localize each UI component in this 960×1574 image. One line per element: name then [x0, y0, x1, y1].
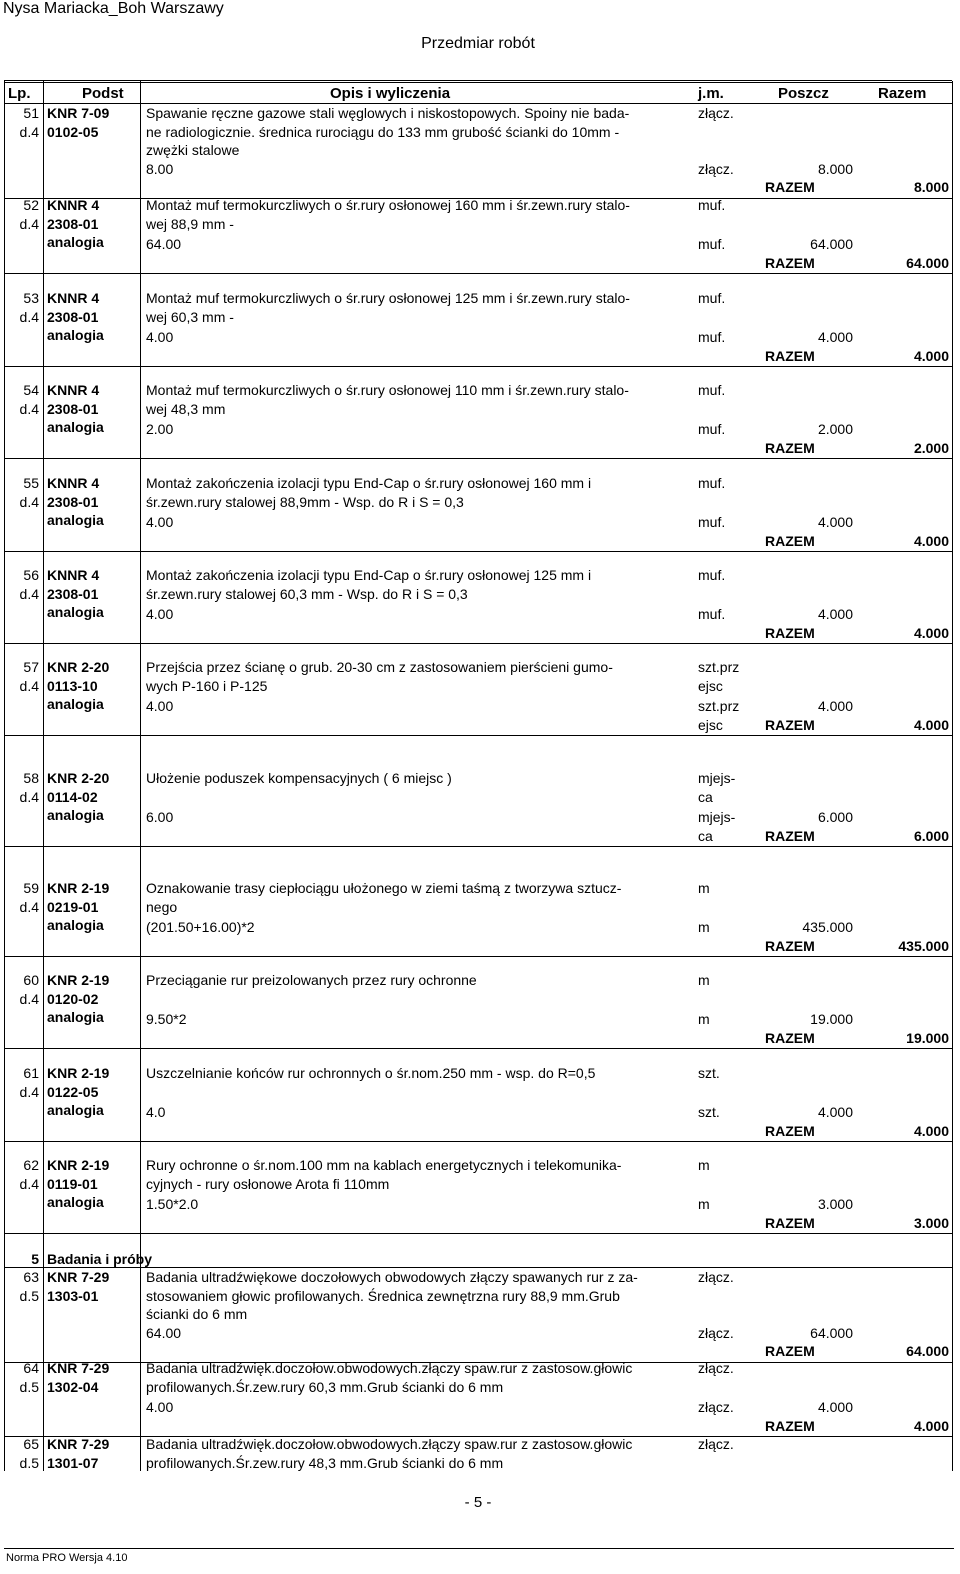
item-unit: muf.: [698, 197, 726, 213]
item-description-line: cyjnych - rury osłonowe Arota fi 110mm: [146, 1175, 390, 1192]
item-podst-line: 2308-01: [47, 400, 99, 417]
item-razem-value: 19.000: [906, 1029, 949, 1046]
item-unit: szt.prz: [698, 659, 740, 675]
item-podst-line: KNR 2-19: [47, 880, 110, 896]
item-podst-line: 2308-01: [47, 308, 99, 325]
item-lp-chapter: d.4: [19, 788, 39, 805]
item-quantity: 4.000: [817, 1399, 853, 1415]
item-podst-line: KNR 2-19: [47, 972, 110, 988]
item-unit: ca: [698, 788, 713, 805]
item-unit: złącz.: [698, 1269, 734, 1285]
item-razem-value: 2.000: [913, 439, 949, 456]
col-header-jm: j.m.: [698, 85, 724, 102]
item-description-line: nego: [146, 898, 178, 915]
item-razem-label: RAZEM: [765, 179, 815, 195]
item-podst-line: 0113-10: [47, 677, 98, 694]
item-razem-label: RAZEM: [765, 347, 815, 364]
item-calc-unit: m: [698, 919, 710, 935]
item-razem-value: 4.000: [913, 624, 949, 641]
item-podst-line: KNR 7-09: [47, 105, 110, 121]
item-razem-label: RAZEM: [765, 1122, 815, 1139]
item-unit: ejsc: [698, 677, 723, 694]
item-calc-unit: szt.: [698, 1104, 720, 1120]
item-lp: 53: [23, 290, 39, 306]
item-lp: 59: [23, 880, 39, 896]
item-lp: 63: [23, 1269, 39, 1285]
item-lp-chapter: d.4: [19, 400, 39, 417]
item-description-line: Spawanie ręczne gazowe stali węglowych i niskostopowych. Spoiny nie bada-: [146, 105, 630, 121]
item-quantity: 64.000: [810, 1324, 853, 1341]
item-calculation: 9.50*2: [146, 1011, 187, 1027]
item-description-line: Rury ochronne o śr.nom.100 mm na kablach energetycznych i telekomunika-: [146, 1157, 622, 1173]
item-calc-unit: szt.prz: [698, 698, 740, 714]
item-podst-line: analogia: [47, 419, 104, 435]
item-calc-unit: muf.: [698, 421, 726, 437]
item-podst-line: KNR 2-20: [47, 770, 110, 786]
item-razem-value: 3.000: [913, 1214, 949, 1231]
item-podst-line: 1303-01: [47, 1287, 99, 1304]
item-calc-unit: mjejs-: [698, 809, 736, 825]
item-quantity: 19.000: [810, 1011, 853, 1027]
item-unit: muf.: [698, 290, 726, 306]
item-razem-value: 4.000: [913, 1122, 949, 1139]
item-description-line: stosowaniem głowic profilowanych. Średnica zewnętrzna rury 88,9 mm.Grub: [146, 1287, 620, 1304]
item-unit: mjejs-: [698, 770, 736, 786]
item-razem-label: RAZEM: [765, 937, 815, 954]
item-quantity: 8.000: [817, 160, 853, 177]
item-podst-line: 0219-01: [47, 898, 99, 915]
item-calculation: 4.0: [146, 1104, 166, 1120]
item-quantity: 64.000: [810, 236, 853, 252]
item-quantity: 4.000: [817, 606, 853, 622]
item-description-line: Przeciąganie rur preizolowanych przez rury ochronne: [146, 972, 477, 988]
item-calc-unit: muf.: [698, 236, 726, 252]
item-lp-chapter: d.5: [19, 1454, 39, 1471]
item-lp-chapter: d.4: [19, 585, 39, 602]
item-description-line: Montaż muf termokurczliwych o śr.rury osłonowej 125 mm i śr.zewn.rury stalo-: [146, 290, 630, 306]
item-calculation: 64.00: [146, 236, 182, 252]
item-separator: [4, 956, 952, 957]
item-calc-unit: m: [698, 1196, 710, 1212]
item-podst-line: KNR 2-19: [47, 1065, 110, 1081]
page-title: Przedmiar robót: [421, 35, 535, 52]
item-quantity: 4.000: [817, 329, 853, 345]
item-lp-chapter: d.4: [19, 215, 39, 232]
item-calc-unit: ejsc: [698, 716, 723, 733]
item-description-line: Badania ultradźwiękowe doczołowych obwodowych złączy spawanych rur z za-: [146, 1269, 638, 1285]
item-lp: 56: [23, 567, 39, 583]
item-podst-line: analogia: [47, 604, 104, 620]
item-razem-label: RAZEM: [765, 439, 815, 456]
item-calculation: 64.00: [146, 1324, 182, 1341]
table-top-rule-2: [4, 82, 952, 83]
item-unit: muf.: [698, 475, 726, 491]
item-podst-line: 1301-07: [47, 1454, 99, 1471]
item-podst-line: KNR 7-29: [47, 1360, 110, 1376]
item-razem-value: 4.000: [913, 347, 949, 364]
item-podst-line: KNNR 4: [47, 382, 100, 398]
item-unit: m: [698, 1157, 710, 1173]
col-header-razem: Razem: [878, 85, 927, 102]
item-quantity: 4.000: [817, 514, 853, 530]
col-header-opis: Opis i wyliczenia: [330, 85, 451, 102]
item-unit: złącz.: [698, 1360, 734, 1376]
item-calculation: 1.50*2.0: [146, 1196, 199, 1212]
item-lp-chapter: d.4: [19, 677, 39, 694]
item-podst-line: KNNR 4: [47, 567, 100, 583]
item-podst-line: analogia: [47, 1102, 104, 1118]
item-calculation: 4.00: [146, 698, 174, 714]
item-calculation: 8.00: [146, 160, 174, 177]
item-lp: 57: [23, 659, 39, 675]
item-description-line: wej 48,3 mm: [146, 400, 226, 417]
item-podst-line: 0102-05: [47, 123, 99, 140]
item-calculation: 4.00: [146, 1399, 174, 1415]
item-podst-line: analogia: [47, 327, 104, 343]
item-razem-label: RAZEM: [765, 254, 815, 271]
item-separator: [4, 551, 952, 552]
item-podst-line: analogia: [47, 512, 104, 528]
col-header-poszcz: Poszcz: [778, 85, 829, 102]
item-unit: muf.: [698, 382, 726, 398]
section-number: 5: [31, 1251, 39, 1267]
item-description-line: Montaż muf termokurczliwych o śr.rury osłonowej 110 mm i śr.zewn.rury stalo-: [146, 382, 629, 398]
item-description-line: Oznakowanie trasy ciepłociągu ułożonego w ziemi taśmą z tworzywa sztucz-: [146, 880, 622, 896]
item-separator: [4, 273, 952, 274]
item-razem-value: 4.000: [913, 716, 949, 733]
item-razem-label: RAZEM: [765, 827, 815, 844]
item-quantity: 435.000: [802, 919, 853, 935]
item-razem-value: 4.000: [913, 532, 949, 549]
page-header-company: Nysa Mariacka_Boh Warszawy: [3, 0, 224, 17]
item-podst-line: 2308-01: [47, 493, 99, 510]
item-unit: złącz.: [698, 105, 734, 121]
item-calculation: (201.50+16.00)*2: [146, 919, 255, 935]
item-lp-chapter: d.4: [19, 123, 39, 140]
item-lp-chapter: d.5: [19, 1287, 39, 1304]
item-podst-line: KNR 2-19: [47, 1157, 110, 1173]
item-description-line: wych P-160 i P-125: [146, 677, 268, 694]
item-razem-label: RAZEM: [765, 1417, 815, 1434]
item-calculation: 4.00: [146, 329, 174, 345]
item-lp: 65: [23, 1436, 39, 1452]
item-lp-chapter: d.5: [19, 1378, 39, 1395]
item-separator: [4, 366, 952, 367]
item-razem-value: 64.000: [906, 1343, 949, 1359]
item-description-line: wej 88,9 mm -: [146, 215, 234, 232]
item-calculation: 6.00: [146, 809, 174, 825]
col-header-lp: Lp.: [8, 85, 31, 102]
item-podst-line: KNNR 4: [47, 290, 100, 306]
item-podst-line: KNNR 4: [47, 197, 100, 213]
col-divider: [43, 81, 44, 1471]
item-razem-value: 6.000: [913, 827, 949, 844]
item-calc-unit: muf.: [698, 514, 726, 530]
item-lp-chapter: d.4: [19, 308, 39, 325]
item-lp-chapter: d.4: [19, 1175, 39, 1192]
item-podst-line: 0119-01: [47, 1175, 98, 1192]
item-podst-line: analogia: [47, 917, 104, 933]
item-separator: [4, 846, 952, 847]
page-number: - 5 -: [464, 1494, 492, 1511]
item-description-line: Montaż muf termokurczliwych o śr.rury osłonowej 160 mm i śr.zewn.rury stalo-: [146, 197, 630, 213]
item-separator: [4, 643, 952, 644]
item-description-line: Uszczelnianie końców rur ochronnych o śr.nom.250 mm - wsp. do R=0,5: [146, 1065, 596, 1081]
item-razem-value: 64.000: [906, 254, 949, 271]
item-razem-label: RAZEM: [765, 716, 815, 733]
item-podst-line: KNR 7-29: [47, 1269, 110, 1285]
item-calculation: 4.00: [146, 606, 174, 622]
item-lp: 62: [23, 1157, 39, 1173]
item-calc-unit: złącz.: [698, 1399, 734, 1415]
item-calc-unit: złącz.: [698, 1324, 734, 1341]
item-podst-line: 1302-04: [47, 1378, 99, 1395]
item-calc-unit: m: [698, 1011, 710, 1027]
item-calc-unit: ca: [698, 827, 713, 844]
item-unit: muf.: [698, 567, 726, 583]
item-unit: m: [698, 972, 710, 988]
footer-rule: [4, 1548, 954, 1549]
item-description-line: wej 60,3 mm -: [146, 308, 234, 325]
item-podst-line: 0122-05: [47, 1083, 99, 1100]
item-description-line: zwężki stalowe: [146, 142, 240, 158]
item-podst-line: analogia: [47, 1194, 104, 1210]
item-lp: 61: [23, 1065, 39, 1081]
item-unit: m: [698, 880, 710, 896]
item-lp-chapter: d.4: [19, 898, 39, 915]
item-razem-label: RAZEM: [765, 532, 815, 549]
item-separator: [4, 458, 952, 459]
item-calc-unit: muf.: [698, 606, 726, 622]
item-description-line: profilowanych.Śr.zew.rury 48,3 mm.Grub ścianki do 6 mm: [146, 1454, 504, 1471]
software-version: Norma PRO Wersja 4.10: [6, 1552, 128, 1564]
item-podst-line: 2308-01: [47, 215, 99, 232]
item-separator: [4, 1048, 952, 1049]
item-razem-value: 4.000: [913, 1417, 949, 1434]
item-separator: [4, 1233, 952, 1234]
item-quantity: 2.000: [817, 421, 853, 437]
section-title: Badania i próby: [47, 1251, 153, 1267]
item-description-line: Montaż zakończenia izolacji typu End-Cap o śr.rury osłonowej 125 mm i: [146, 567, 592, 583]
item-podst-line: analogia: [47, 234, 104, 250]
item-unit: złącz.: [698, 1436, 734, 1452]
item-podst-line: 0114-02: [47, 788, 98, 805]
item-lp: 54: [23, 382, 39, 398]
item-podst-line: 2308-01: [47, 585, 99, 602]
item-calculation: 2.00: [146, 421, 174, 437]
item-quantity: 4.000: [817, 698, 853, 714]
item-lp: 55: [23, 475, 39, 491]
item-podst-line: KNR 7-29: [47, 1436, 110, 1452]
item-podst-line: analogia: [47, 1009, 104, 1025]
item-lp: 64: [23, 1360, 39, 1376]
item-description-line: Przejścia przez ścianę o grub. 20-30 cm z zastosowaniem pierścieni gumo-: [146, 659, 613, 675]
item-calc-unit: muf.: [698, 329, 726, 345]
item-description-line: ścianki do 6 mm: [146, 1306, 248, 1322]
item-podst-line: KNR 2-20: [47, 659, 110, 675]
item-description-line: Montaż zakończenia izolacji typu End-Cap o śr.rury osłonowej 160 mm i: [146, 475, 592, 491]
item-lp-chapter: d.4: [19, 1083, 39, 1100]
item-lp: 60: [23, 972, 39, 988]
col-header-podst: Podst: [82, 85, 124, 102]
item-description-line: Badania ultradźwięk.doczołow.obwodowych.złączy spaw.rur z zastosow.głowic: [146, 1360, 633, 1376]
col-divider: [952, 81, 953, 1471]
item-description-line: śr.zewn.rury stalowej 88,9mm - Wsp. do R i S = 0,3: [146, 493, 464, 510]
item-podst-line: analogia: [47, 807, 104, 823]
item-separator: [4, 1141, 952, 1142]
item-description-line: Badania ultradźwięk.doczołow.obwodowych.złączy spaw.rur z zastosow.głowic: [146, 1436, 633, 1452]
item-razem-value: 8.000: [913, 179, 949, 195]
item-separator: [4, 735, 952, 736]
item-lp: 58: [23, 770, 39, 786]
item-lp: 51: [23, 105, 39, 121]
item-podst-line: 0120-02: [47, 990, 99, 1007]
item-lp-chapter: d.4: [19, 990, 39, 1007]
item-razem-label: RAZEM: [765, 1214, 815, 1231]
item-razem-value: 435.000: [898, 937, 949, 954]
item-razem-label: RAZEM: [765, 624, 815, 641]
item-description-line: profilowanych.Śr.zew.rury 60,3 mm.Grub ścianki do 6 mm: [146, 1378, 504, 1395]
item-quantity: 4.000: [817, 1104, 853, 1120]
item-lp: 52: [23, 197, 39, 213]
table-top-rule: [4, 80, 952, 81]
item-razem-label: RAZEM: [765, 1029, 815, 1046]
item-podst-line: KNNR 4: [47, 475, 100, 491]
item-calculation: 4.00: [146, 514, 174, 530]
item-unit: szt.: [698, 1065, 720, 1081]
item-calc-unit: złącz.: [698, 160, 734, 177]
item-lp-chapter: d.4: [19, 493, 39, 510]
item-quantity: 6.000: [817, 809, 853, 825]
item-quantity: 3.000: [817, 1196, 853, 1212]
item-podst-line: analogia: [47, 696, 104, 712]
item-razem-label: RAZEM: [765, 1343, 815, 1359]
item-description-line: Ułożenie poduszek kompensacyjnych ( 6 miejsc ): [146, 770, 452, 786]
item-description-line: śr.zewn.rury stalowej 60,3 mm - Wsp. do R i S = 0,3: [146, 585, 468, 602]
item-description-line: ne radiologicznie. średnica rurociągu do 133 mm grubość ścianki do 10mm -: [146, 123, 620, 140]
